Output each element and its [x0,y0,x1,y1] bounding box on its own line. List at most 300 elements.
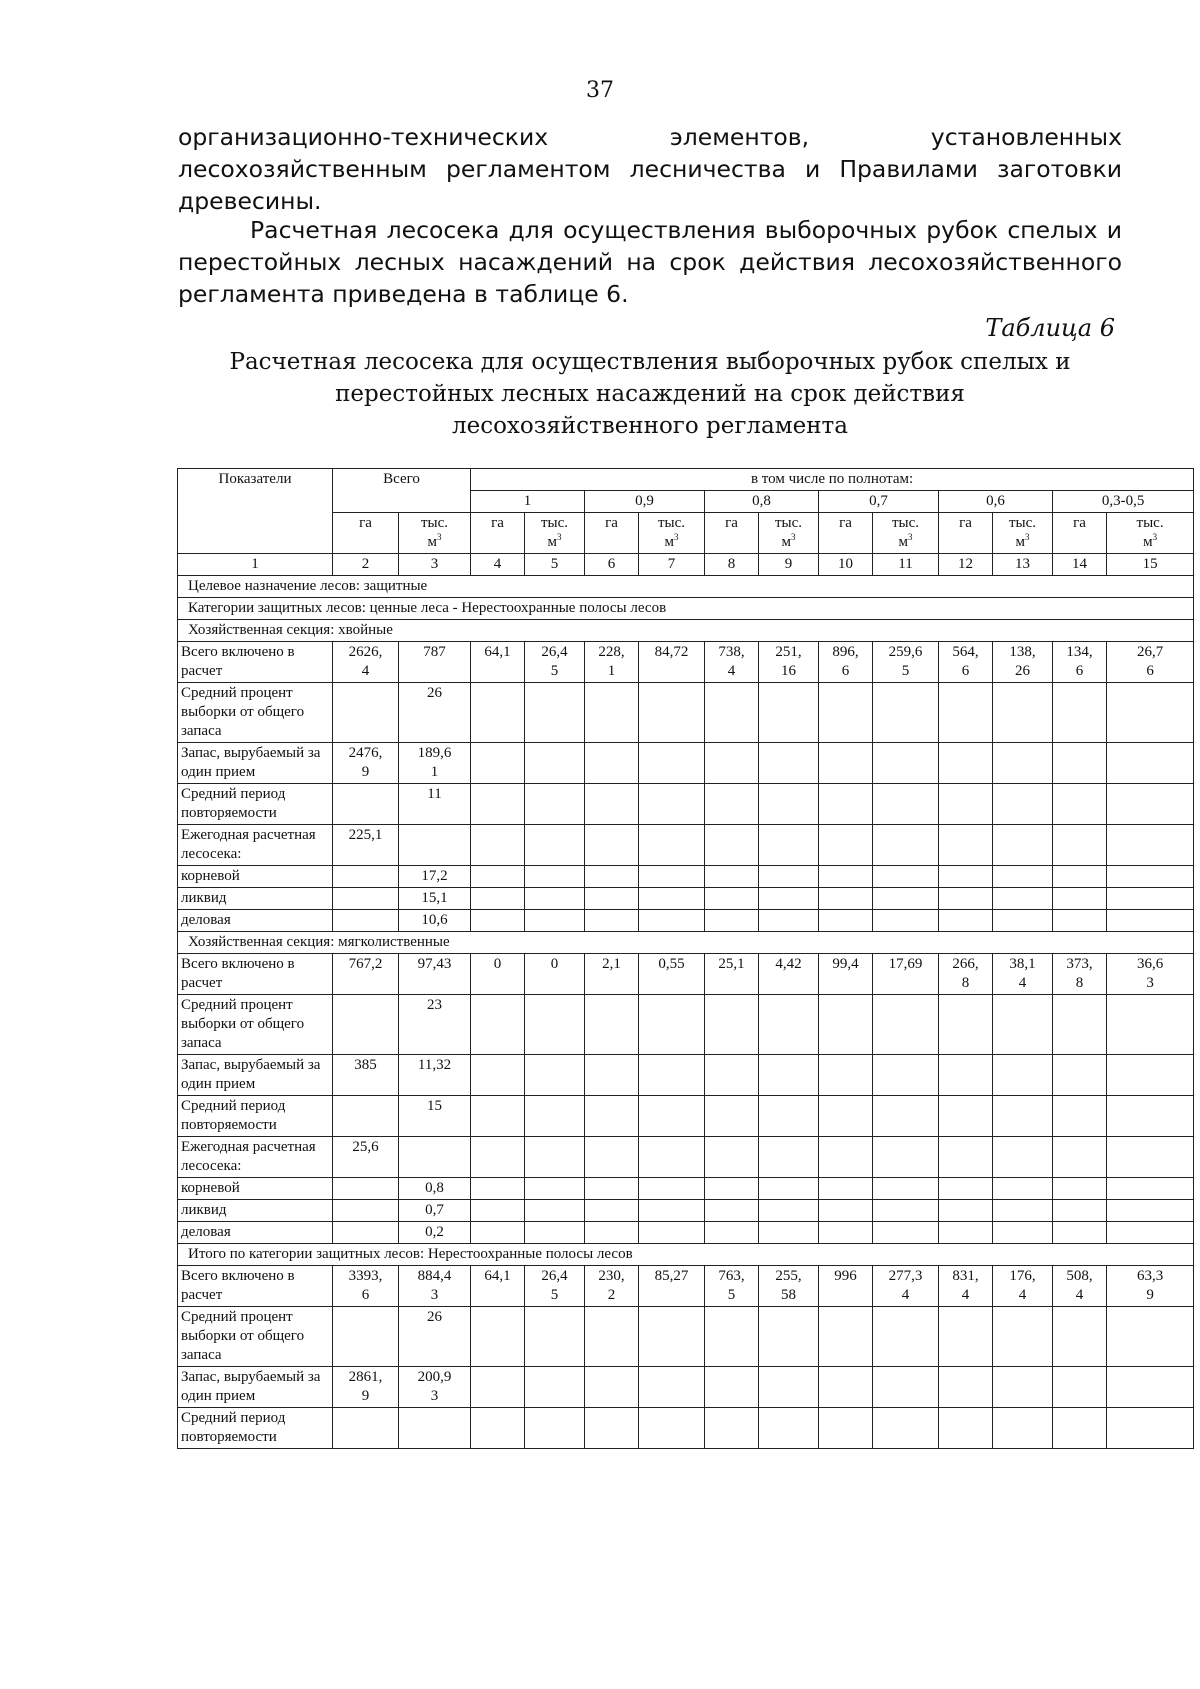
table-cell [759,910,819,932]
section-title: Хозяйственная секция: мягколиственные [178,932,1194,954]
table-cell [819,1096,873,1137]
table-cell [873,866,939,888]
table-cell [939,1307,993,1367]
table-cell [993,1055,1053,1096]
table-cell: 64,1 [471,1266,525,1307]
table-cell: 134, 6 [1053,642,1107,683]
table-cell [585,910,639,932]
table-cell [585,743,639,784]
table-cell: 26,7 6 [1107,642,1194,683]
table-cell [873,825,939,866]
table-cell [639,1367,705,1408]
table-cell [1053,1096,1107,1137]
table-cell [639,1178,705,1200]
table-cell [1053,910,1107,932]
row-label: Всего включено в расчет [178,954,333,995]
table-row [178,642,1194,683]
section-title: Итого по категории защитных лесов: Нерестоохранные полосы лесов [178,1244,1194,1266]
table-cell [471,1222,525,1244]
table-cell: 230, 2 [585,1266,639,1307]
table-cell: 26,4 5 [525,642,585,683]
table-cell [639,784,705,825]
table-cell [819,1367,873,1408]
table-cell [639,1055,705,1096]
table-cell [525,1408,585,1449]
table-row [178,1367,1194,1408]
table-cell [639,1096,705,1137]
section-title-row [178,1244,1194,1266]
row-label: Ежегодная расчетная лесосека: [178,1137,333,1178]
table-cell [705,995,759,1055]
table-cell [993,866,1053,888]
header-unit-ha: га [585,513,639,554]
table-cell: 84,72 [639,642,705,683]
table-cell: 15,1 [399,888,471,910]
table-cell [525,1367,585,1408]
header-unit-thousand-m3: тыс. $м^3$ [639,513,705,554]
table-cell [585,825,639,866]
table-cell [471,1055,525,1096]
header-total: Всего [333,469,471,513]
table-cell [1107,1408,1194,1449]
table-cell [993,683,1053,743]
category: Категории защитных лесов: ценные леса - Нерестоохранные полосы лесов [178,598,1194,620]
table-cell [759,1137,819,1178]
table-cell [759,1222,819,1244]
table-cell [1107,825,1194,866]
table-cell: 36,6 3 [1107,954,1194,995]
table-row [178,1178,1194,1200]
column-number: 8 [705,554,759,576]
table-cell [759,1178,819,1200]
column-number: 15 [1107,554,1194,576]
table-cell [471,784,525,825]
table-cell [471,1307,525,1367]
table-cell [819,888,873,910]
header-unit-thousand-m3: тыс. $м^3$ [525,513,585,554]
section-title-row [178,932,1194,954]
table-cell [525,1222,585,1244]
table-cell [585,1096,639,1137]
table-cell [585,866,639,888]
table-cell [525,1096,585,1137]
table-cell [1107,1200,1194,1222]
table-cell [525,995,585,1055]
table-cell [705,1137,759,1178]
table-cell [525,784,585,825]
table-cell: 26 [399,1307,471,1367]
table-cell [1107,1222,1194,1244]
table-cell [705,866,759,888]
table-cell [939,1055,993,1096]
header-density: 0,6 [939,491,1053,513]
table-cell [1107,784,1194,825]
table-cell [705,1367,759,1408]
column-number: 1 [178,554,333,576]
table-cell [525,888,585,910]
table-cell [639,1222,705,1244]
table-cell [639,1137,705,1178]
page-number: 37 [586,78,614,103]
table-cell: 23 [399,995,471,1055]
paragraph-intro [178,214,1122,310]
table-cell [819,1178,873,1200]
column-number: 9 [759,554,819,576]
table-cell [705,683,759,743]
header-density: 0,9 [585,491,705,513]
table-cell: 63,3 9 [1107,1266,1194,1307]
table-cell [471,683,525,743]
table-cell: 831, 4 [939,1266,993,1307]
table-cell: 228, 1 [585,642,639,683]
table-cell [819,683,873,743]
header-density: 0,8 [705,491,819,513]
header-unit-ha: га [819,513,873,554]
row-label: Средний период повторяемости [178,1096,333,1137]
table-cell [585,1367,639,1408]
header-unit-thousand-m3: тыс. $м^3$ [993,513,1053,554]
table-cell [993,910,1053,932]
table-cell [471,910,525,932]
header-unit-ha: га [1053,513,1107,554]
table-cell: 25,6 [333,1137,399,1178]
table-cell [525,1307,585,1367]
table-cell: 11,32 [399,1055,471,1096]
table-cell [759,1096,819,1137]
table-cell: 255, 58 [759,1266,819,1307]
table-row [178,954,1194,995]
paragraph-continuation [178,121,1122,217]
table-cell [873,1137,939,1178]
table-row [178,1266,1194,1307]
table-cell [1053,1178,1107,1200]
table-cell: 200,9 3 [399,1367,471,1408]
table-cell [939,888,993,910]
table-cell: 10,6 [399,910,471,932]
table-cell: 3393, 6 [333,1266,399,1307]
table-cell [333,683,399,743]
table-cell: 99,4 [819,954,873,995]
table-cell [1107,683,1194,743]
table-cell [333,995,399,1055]
table-cell [471,995,525,1055]
header-density: 0,3-0,5 [1053,491,1194,513]
table-cell [705,1408,759,1449]
table-cell [873,1408,939,1449]
table-title-line: Расчетная лесосека для осуществления выборочных рубок спелых и [229,349,1071,375]
table-row [178,683,1194,743]
table-cell [819,1055,873,1096]
table-cell [819,866,873,888]
table-cell [585,1055,639,1096]
table-cell: 38,1 4 [993,954,1053,995]
table-cell: 189,6 1 [399,743,471,784]
table-cell [639,825,705,866]
table-cell: 767,2 [333,954,399,995]
table-cell [333,1178,399,1200]
table-cell: 884,4 3 [399,1266,471,1307]
table-cell [819,784,873,825]
table-cell [939,1096,993,1137]
row-label: корневой [178,866,333,888]
table-cell [993,1307,1053,1367]
paragraph-line: Расчетная лесосека для осуществления выборочных рубок спелых и [250,216,1122,244]
table-row [178,1137,1194,1178]
row-label: Средний процент выборки от общего запаса [178,1307,333,1367]
header-density: 0,7 [819,491,939,513]
table-cell [705,1222,759,1244]
table-cell [759,743,819,784]
header-unit-ha: га [471,513,525,554]
table-cell [1053,1367,1107,1408]
column-number: 7 [639,554,705,576]
table-cell [333,784,399,825]
column-number: 6 [585,554,639,576]
table-cell [1107,1096,1194,1137]
table-cell [471,1178,525,1200]
paragraph-line: перестойных лесных насаждений на срок действия лесохозяйственного [178,248,1122,276]
table-cell [333,888,399,910]
table-cell [525,1178,585,1200]
header-unit-ha: га [939,513,993,554]
table-cell [993,784,1053,825]
table-cell [939,866,993,888]
table-cell [873,1178,939,1200]
table-cell [1107,910,1194,932]
table-cell [873,1222,939,1244]
table-cell [639,1408,705,1449]
table-row [178,784,1194,825]
table-cell [525,683,585,743]
table-cell [333,1222,399,1244]
table-cell [873,683,939,743]
table-cell [939,995,993,1055]
column-number: 11 [873,554,939,576]
table-cell [993,1222,1053,1244]
table-cell: 25,1 [705,954,759,995]
table-cell: 0 [525,954,585,995]
table-cell: 4,42 [759,954,819,995]
table-cell [819,1408,873,1449]
paragraph-line: лесохозяйственным регламентом лесничества и Правилами заготовки [178,155,1122,183]
row-label: Запас, вырубаемый за один прием [178,743,333,784]
table-cell [939,825,993,866]
table-cell [873,1096,939,1137]
category-row [178,598,1194,620]
table-cell: 26 [399,683,471,743]
header-by-density: в том числе по полнотам: [471,469,1194,491]
table-cell [705,1307,759,1367]
table-cell: 176, 4 [993,1266,1053,1307]
table-cell: 763, 5 [705,1266,759,1307]
table-title [178,346,1122,442]
row-label: корневой [178,1178,333,1200]
table-cell [333,1096,399,1137]
header-unit-ha: га [333,513,399,554]
section-title: Хозяйственная секция: хвойные [178,620,1194,642]
table-cell [759,866,819,888]
table-cell: 2,1 [585,954,639,995]
table-cell: 0 [471,954,525,995]
header-indicators: Показатели [178,469,333,554]
table-title-line: перестойных лесных насаждений на срок действия [335,381,965,407]
table-row [178,825,1194,866]
table-cell: 787 [399,642,471,683]
table-cell [759,825,819,866]
row-label: Всего включено в расчет [178,1266,333,1307]
table-cell [873,995,939,1055]
table-cell: 17,69 [873,954,939,995]
table-cell: 2626, 4 [333,642,399,683]
row-label: Средний процент выборки от общего запаса [178,683,333,743]
table-cell [759,683,819,743]
table-cell [705,910,759,932]
table-row [178,910,1194,932]
table-cell: 64,1 [471,642,525,683]
row-label: Средний процент выборки от общего запаса [178,995,333,1055]
table-cell [333,866,399,888]
table-cell [705,784,759,825]
table-cell [939,1200,993,1222]
table-row [178,1200,1194,1222]
table-row [178,743,1194,784]
table-cell: 277,3 4 [873,1266,939,1307]
table-cell [705,743,759,784]
table-cell [333,1408,399,1449]
table-cell [1107,1055,1194,1096]
row-label: Запас, вырубаемый за один прием [178,1367,333,1408]
table-cell [819,910,873,932]
table-cell [939,784,993,825]
table-cell: 0,55 [639,954,705,995]
column-number: 14 [1053,554,1107,576]
table-cell [873,1055,939,1096]
table-cell [471,825,525,866]
table-row [178,1408,1194,1449]
table-cell [1053,888,1107,910]
table-cell: 15 [399,1096,471,1137]
table-cell: 0,8 [399,1178,471,1200]
table-cell [333,1307,399,1367]
row-label: Средний период повторяемости [178,784,333,825]
table-cell: 259,6 5 [873,642,939,683]
table-cell [1053,866,1107,888]
table-cell [939,1222,993,1244]
table-cell: 373, 8 [1053,954,1107,995]
table-cell: 266, 8 [939,954,993,995]
table-cell [639,743,705,784]
table-cell [993,1200,1053,1222]
table-cell [1107,995,1194,1055]
table-cell [333,1200,399,1222]
paragraph-line: регламента приведена в таблице 6. [178,280,629,308]
row-label: деловая [178,910,333,932]
table-cell [585,1408,639,1449]
table-cell [1053,1055,1107,1096]
table-cell [639,866,705,888]
table-cell: 0,2 [399,1222,471,1244]
paragraph-line: организационно-технических элементов, установленных [178,123,1122,151]
header-unit-thousand-m3: тыс. $м^3$ [873,513,939,554]
table-cell [819,1137,873,1178]
table-title-line: лесохозяйственного регламента [451,413,848,439]
table-cell [993,825,1053,866]
column-number: 4 [471,554,525,576]
table-cell [399,1137,471,1178]
table-cell [639,683,705,743]
table-cell [639,1200,705,1222]
table-row [178,1096,1194,1137]
table-cell [759,1055,819,1096]
table-cell [939,1137,993,1178]
table-cell [585,1178,639,1200]
table-cell [993,1137,1053,1178]
table-cell [525,743,585,784]
table-cell [819,825,873,866]
table-cell [873,1367,939,1408]
table-cell [471,743,525,784]
table-cell [993,1096,1053,1137]
table-cell [1107,1307,1194,1367]
table-cell [759,1200,819,1222]
table-cell [639,888,705,910]
table-cell [993,888,1053,910]
table-cell [639,910,705,932]
table-row [178,1307,1194,1367]
table-cell [873,784,939,825]
table-cell [585,1307,639,1367]
purpose-row [178,576,1194,598]
table-cell [993,1178,1053,1200]
table-cell [1053,1222,1107,1244]
table-cell: 0,7 [399,1200,471,1222]
table-cell [873,1200,939,1222]
table-cell [939,683,993,743]
table-cell [873,888,939,910]
table-row [178,888,1194,910]
table-cell [1107,1367,1194,1408]
table-cell [585,888,639,910]
table-cell [525,1055,585,1096]
table-cell [939,743,993,784]
table-cell [759,1307,819,1367]
table-cell [1053,1200,1107,1222]
table-cell: 738, 4 [705,642,759,683]
table-cell [471,1137,525,1178]
table-cell [819,1222,873,1244]
table-cell: 97,43 [399,954,471,995]
table-cell [525,910,585,932]
table-cell [993,743,1053,784]
table-cell: 564, 6 [939,642,993,683]
table-cell: 11 [399,784,471,825]
table-cell [639,995,705,1055]
table-cell [705,1200,759,1222]
logging-area-table [177,468,1194,1449]
table-cell [993,1367,1053,1408]
table-row [178,866,1194,888]
table-cell [1107,1137,1194,1178]
table-cell [939,1408,993,1449]
table-cell [819,995,873,1055]
table-cell [705,888,759,910]
table-cell: 225,1 [333,825,399,866]
row-label: Всего включено в расчет [178,642,333,683]
table-cell [873,910,939,932]
table-row [178,1055,1194,1096]
table-cell: 251, 16 [759,642,819,683]
table-row [178,1222,1194,1244]
